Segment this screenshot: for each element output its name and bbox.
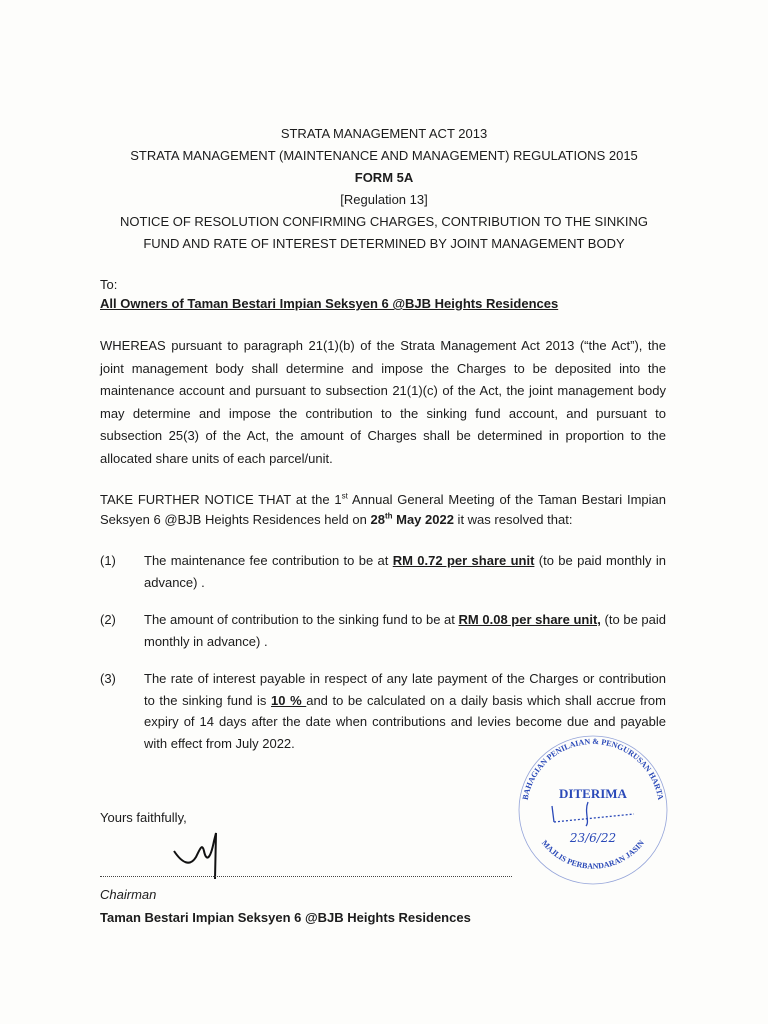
whereas-paragraph: WHEREAS pursuant to paragraph 21(1)(b) of the Strata Management Act 2013 (“the Act”), the joint management body shall determine and impose the Charges to be deposited into the maintenance account and pursuant to subsection 21(1)(c) of the Act, the joint management body may determine and impose the contribution to the sinking fund account, and pursuant to subsection 25(3) of the Act, the amount of Charges shall be determined in proportion to the allocated share units of each parcel/unit.	[100, 338, 666, 466]
regulation-ref: [Regulation 13]	[340, 192, 428, 207]
meeting-date	[370, 512, 453, 527]
notice-text: it was resolved that:	[453, 512, 573, 527]
header-regulations: STRATA MANAGEMENT (MAINTENANCE AND MANAGEMENT) REGULATIONS 2015	[130, 148, 638, 163]
resolution-list	[100, 550, 666, 754]
chairman-signature	[160, 825, 240, 881]
stamp-ring-bottom: MAJLIS PERBANDARAN JASIN	[539, 838, 647, 871]
item-number: (2)	[100, 612, 116, 627]
date-day: 28	[370, 512, 385, 527]
addressee: All Owners of Taman Bestari Impian Seksyen 6 @BJB Heights Residences	[100, 296, 559, 311]
form-number: FORM 5A	[354, 170, 414, 185]
interest-rate: 10 %	[271, 692, 307, 708]
further-notice-paragraph	[100, 490, 666, 530]
notice-text: TAKE FURTHER NOTICE THAT at the 1	[100, 492, 342, 507]
resolution-item-maintenance	[100, 550, 666, 593]
received-stamp	[508, 730, 678, 890]
sinking-fund-rate: RM 0.08 per share unit,	[458, 612, 601, 627]
stamp-center: DITERIMA	[559, 786, 627, 801]
resolution-item-sinking-fund	[100, 609, 666, 652]
stamp-date: 23/6/22	[569, 831, 617, 845]
signatory-role: Chairman	[100, 887, 157, 902]
maintenance-rate: RM 0.72 per share unit	[392, 553, 535, 568]
item-number: (3)	[100, 671, 116, 686]
stamp-ring-top: BAHAGIAN PENILAIAN & PENGURUSAN HARTA	[520, 736, 666, 801]
signatory-organization: Taman Bestari Impian Seksyen 6 @BJB Heights Residences	[100, 910, 471, 925]
item-text: The amount of contribution to the sinking fund to be at RM 0.08 per share unit, (to be paid monthly in advance) .	[144, 612, 667, 649]
date-sup: th	[384, 511, 393, 521]
notice-text: Annual General Meeting of the Taman Bestari Impian Seksyen 6 @BJB Heights Residences held on	[100, 492, 666, 527]
yours-faithfully: Yours faithfully,	[100, 810, 187, 825]
notice-title-line2: FUND AND RATE OF INTEREST DETERMINED BY JOINT MANAGEMENT BODY	[143, 236, 625, 251]
signature-line	[100, 876, 512, 877]
item-number: (1)	[100, 553, 116, 568]
item-text: The maintenance fee contribution to be at RM 0.72 per share unit (to be paid monthly in advance) .	[144, 553, 667, 590]
notice-sup: st	[341, 491, 348, 501]
document-header	[0, 123, 768, 255]
date-rest: May 2022	[392, 512, 454, 527]
header-act: STRATA MANAGEMENT ACT 2013	[280, 126, 488, 141]
to-label: To:	[100, 277, 118, 292]
notice-title-line1: NOTICE OF RESOLUTION CONFIRMING CHARGES, CONTRIBUTION TO THE SINKING	[120, 214, 648, 229]
item-text: The rate of interest payable in respect of any late payment of the Charges or contribution to the sinking fund is 10 % and to be calculated on a daily basis which shall accrue from expiry of 14 days after the date when contributions and levies become due and payable with effect from July 2022.	[144, 671, 666, 751]
